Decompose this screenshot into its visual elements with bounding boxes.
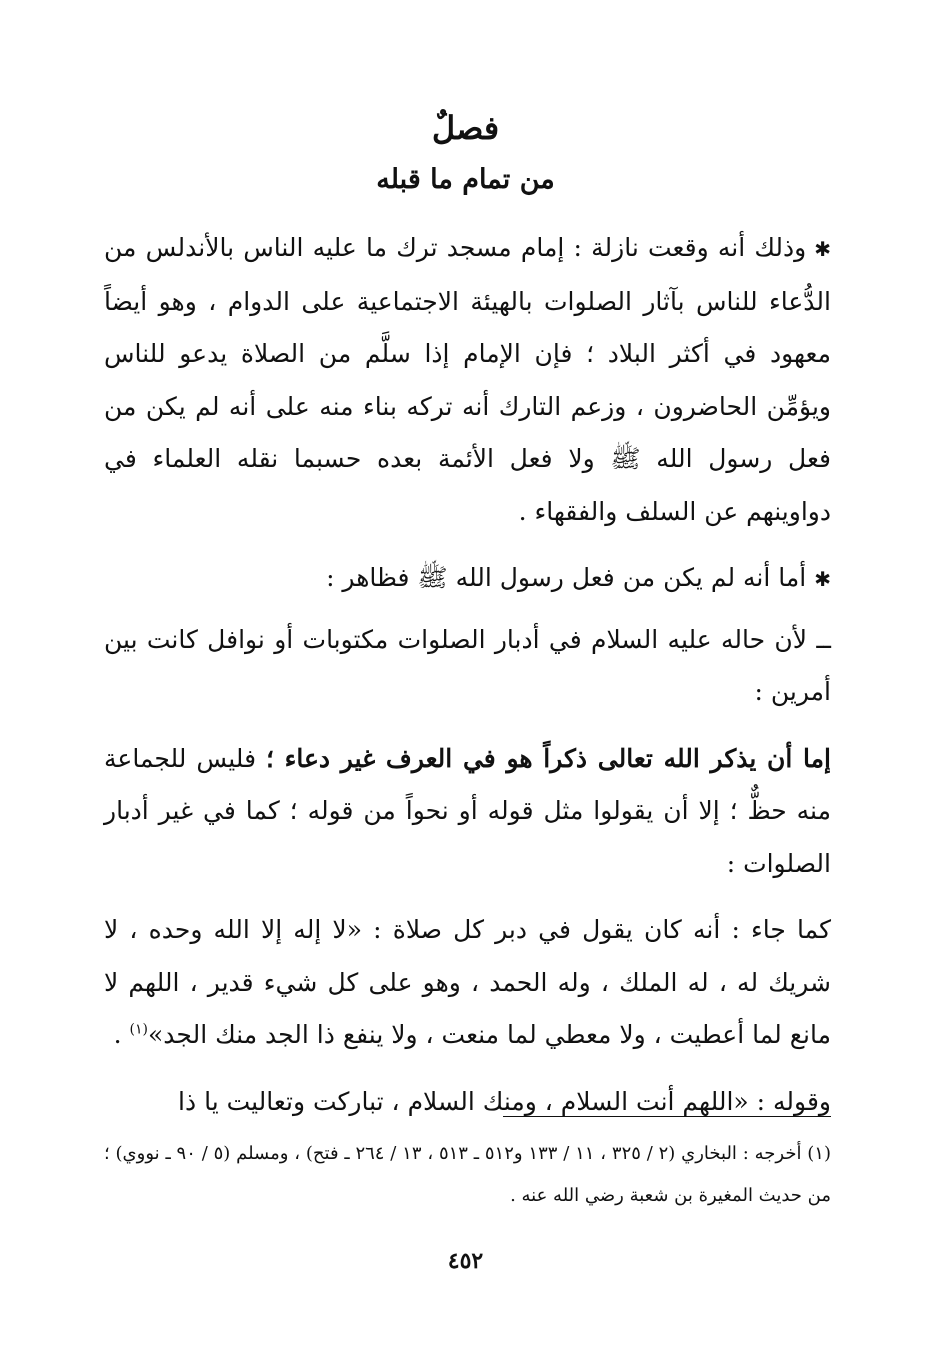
footnote-1: (١) أخرجه : البخاري (٢ / ٣٢٥ ، ١١ / ١٣٣ و٥١٢ ـ ٥١٣ ، ١٣ / ٢٦٤ ـ فتح) ، ومسلم (٥ / ٩٠ ـ نووي) ؛ من حديث المغيرة بن شعبة رضي الله عنه . [104, 1143, 831, 1206]
paragraph-2-text: أما أنه لم يكن من فعل رسول الله ﷺ فظاهر : [326, 563, 807, 592]
paragraph-4-bold-text: إما أن يذكر الله تعالى ذكراً هو في العرف غير دعاء ؛ [265, 743, 831, 773]
paragraph-5-text: كما جاء : أنه كان يقول في دبر كل صلاة : «لا إله إلا الله وحده ، لا شريك له ، له الملك ، وله الحمد ، وهو على كل شيء قدير ، اللهم لا مانع لما أعطيت ، ولا معطي لما منعت ، ولا ينفع ذا الجد منك الجد» [104, 915, 831, 1049]
paragraph-3-text: ــ لأن حاله عليه السلام في أدبار الصلوات مكتوبات أو نوافل كانت بين أمرين : [104, 624, 831, 706]
paragraph-4-text: فليس للجماعة منه حظٌّ ؛ إلا أن يقولوا مثل قوله أو نحواً من قوله ؛ كما في غير أدبار الصلوات : [104, 743, 831, 878]
paragraph-6-text: وقوله : «اللهم أنت السلام ، ومنك السلام ، تباركت وتعاليت يا ذا [178, 1086, 831, 1116]
main-text [104, 222, 831, 1142]
page-number: ٤٥٢ [447, 1248, 484, 1274]
paragraph-2 [104, 552, 831, 606]
asterisk-marker-icon: ✱ [814, 567, 831, 591]
section-subtitle: من تمام ما قبله [376, 164, 555, 195]
section-title: فصلٌ [431, 109, 500, 147]
footnotes [104, 1133, 831, 1217]
paragraph-5 [104, 904, 831, 1062]
paragraph-6 [104, 1076, 831, 1129]
paragraph-3 [104, 614, 831, 719]
paragraph-5-tail: . [113, 1020, 130, 1049]
asterisk-marker-icon: ✱ [814, 237, 831, 261]
footnote-reference[interactable]: (١) [129, 1021, 149, 1038]
paragraph-4 [104, 733, 831, 891]
paragraph-1 [104, 222, 831, 538]
paragraph-1-text: وذلك أنه وقعت نازلة : إمام مسجد ترك ما عليه الناس بالأندلس من الدُّعاء للناس بآثار الصلوات بالهيئة الاجتماعية على الدوام ، وهو أيضاً معهود في أكثر البلاد ؛ فإن الإمام إذا سلَّم من الصلاة يدعو للناس ويؤمِّن الحاضرون ، وزعم التارك أنه تركه بناء منه على أنه لم يكن من فعل رسول الله ﷺ ولا فعل الأئمة بعده حسبما نقله العلماء في دواوينهم عن السلف والفقهاء . [104, 233, 831, 526]
footnote-divider [503, 1116, 831, 1117]
